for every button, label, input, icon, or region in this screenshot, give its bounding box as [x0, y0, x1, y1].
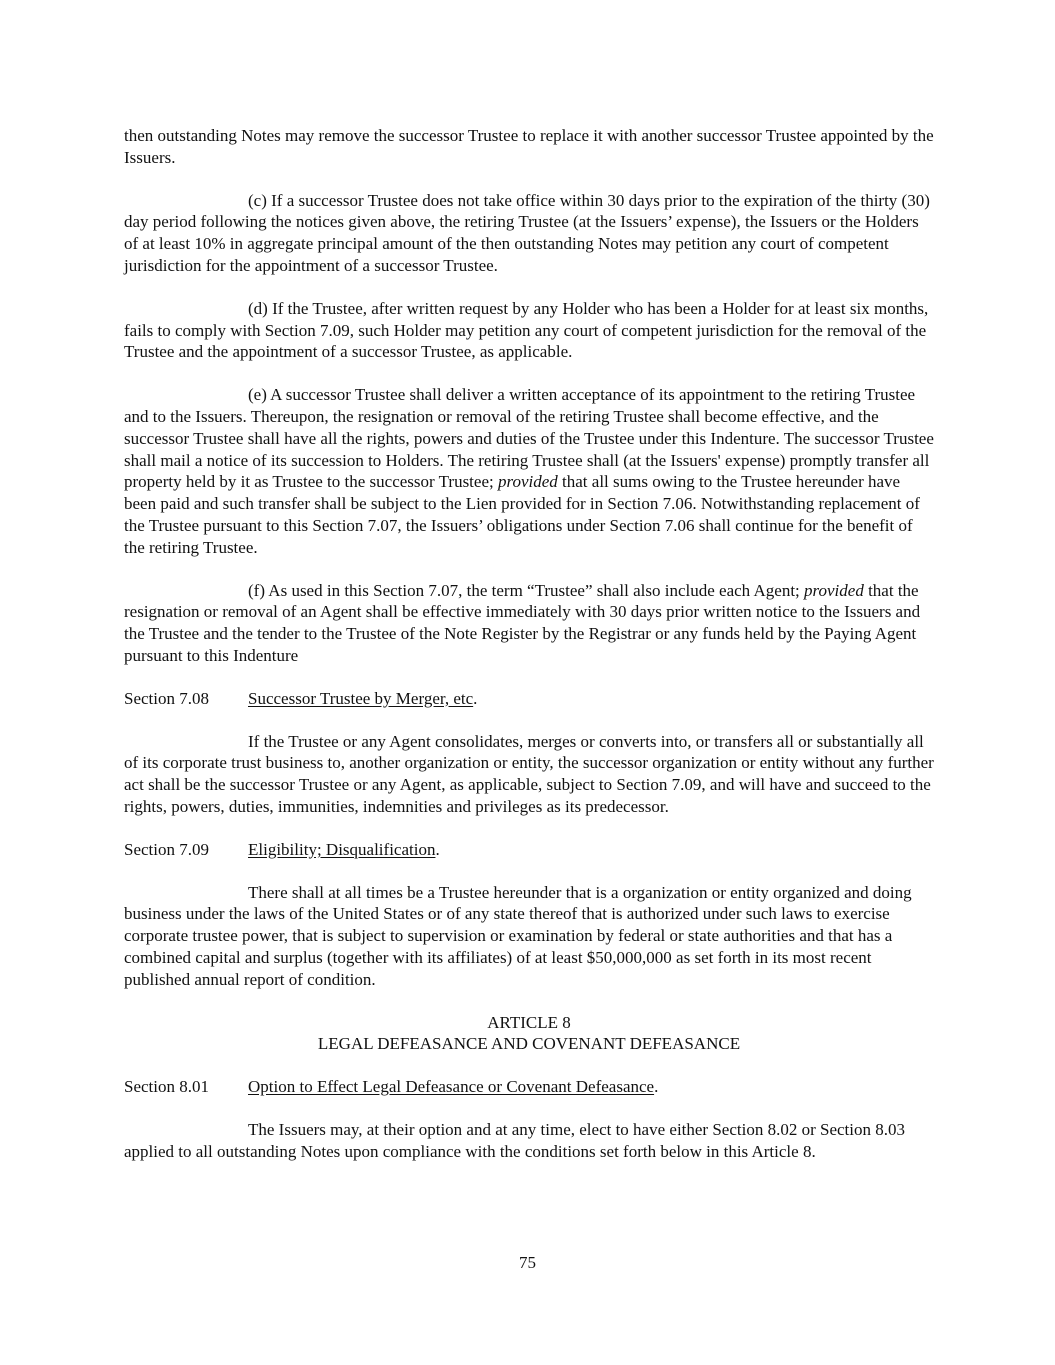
- paragraph-f-text-1: (f) As used in this Section 7.07, the term “Trustee” shall also include each Agent;: [248, 580, 805, 600]
- section-8-01-heading: [124, 1076, 934, 1098]
- paragraph-intro: then outstanding Notes may remove the successor Trustee to replace it with another successor Trustee appointed by the Issuers.: [124, 126, 934, 167]
- article-heading: [124, 1012, 934, 1056]
- section-title: Successor Trustee by Merger, etc: [248, 688, 474, 708]
- page-content: [124, 125, 934, 1162]
- paragraph-7-09: There shall at all times be a Trustee hereunder that is a organization or entity organized and doing business under the laws of the United States or of any state thereof that is authorized under such laws to exercise corporate trustee power, that is subject to supervision or examination by federal or state authorities and that has a combined capital and surplus (together with its affiliates) of at least $50,000,000 as set forth in its most recent published annual report of condition.: [124, 882, 912, 989]
- section-title-period: .: [435, 839, 440, 859]
- article-title: LEGAL DEFEASANCE AND COVENANT DEFEASANCE: [317, 1034, 741, 1054]
- section-number: Section 7.08: [124, 688, 209, 708]
- paragraph-e-provided: provided: [497, 472, 558, 492]
- section-title-period: .: [654, 1077, 659, 1097]
- section-number: Section 7.09: [124, 839, 209, 859]
- paragraph-8-01: The Issuers may, at their option and at any time, elect to have either Section 8.02 or Section 8.03 applied to all outstanding Notes upon compliance with the conditions set forth below in this Article 8.: [124, 1119, 905, 1161]
- paragraph-e: [124, 384, 934, 558]
- paragraph-e-text-2: that all sums owing to the Trustee hereunder have been paid and such transfer shall be subject to the Lien provided for in Section 7.06. Notwithstanding replacement of the Trustee pursuant to this Section 7.07, the Issuers’ obligations under Section 7.06 shall continue for the benefit of the retiring Trustee.: [124, 472, 920, 557]
- paragraph-d: (d) If the Trustee, after written request by any Holder who has been a Holder for at least six months, fails to comply with Section 7.09, such Holder may petition any court of competent jurisdiction for the removal of the Trustee and the appointment of a successor Trustee, as applicable.: [124, 298, 929, 362]
- section-number: Section 8.01: [124, 1077, 209, 1097]
- paragraph-e-text-1: (e) A successor Trustee shall deliver a written acceptance of its appointment to the retiring Trustee and to the Issuers. Thereupon, the resignation or removal of the retiring Trustee shall become effective, and the successor Trustee shall have all the rights, powers and duties of the Trustee under this Indenture. The successor Trustee shall mail a notice of its succession to Holders. The retiring Trustee shall (at the Issuers' expense) promptly transfer all property held by it as Trustee to the successor Trustee;: [124, 385, 934, 492]
- page-number: 75: [519, 1253, 536, 1272]
- section-title: Option to Effect Legal Defeasance or Covenant Defeasance: [248, 1077, 655, 1097]
- paragraph-c: (c) If a successor Trustee does not take office within 30 days prior to the expiration of the thirty (30) day period following the notices given above, the retiring Trustee (at the Issuers’ expense), the Issuers or the Holders of at least 10% in aggregate principal amount of the then outstanding Notes may petition any court of competent jurisdiction for the appointment of a successor Trustee.: [124, 190, 930, 275]
- section-title-wrap: [248, 839, 440, 861]
- section-title-period: .: [473, 688, 478, 708]
- paragraph-f-provided: provided: [804, 580, 864, 600]
- paragraph-f-text-2: that the resignation or removal of an Agent shall be effective immediately with 30 days prior written notice to the Issuers and the Trustee and the tender to the Trustee of the Note Register by the Registrar or any funds held by the Paying Agent pursuant to this Indenture: [124, 580, 921, 665]
- section-title-wrap: [248, 688, 477, 710]
- section-7-09-heading: [124, 839, 934, 861]
- article-number: ARTICLE 8: [487, 1012, 571, 1032]
- section-7-08-heading: [124, 688, 934, 710]
- paragraph-7-08: If the Trustee or any Agent consolidates, merges or converts into, or transfers all or substantially all of its corporate trust business to, another organization or entity, the successor organization or entity without any further act shall be the successor Trustee or any Agent, as applicable, subject to Section 7.09, and will have and succeed to the rights, powers, duties, immunities, indemnities and privileges as its predecessor.: [124, 731, 934, 816]
- section-title: Eligibility; Disqualification: [248, 839, 436, 859]
- paragraph-f: [124, 580, 934, 667]
- section-title-wrap: [248, 1076, 658, 1098]
